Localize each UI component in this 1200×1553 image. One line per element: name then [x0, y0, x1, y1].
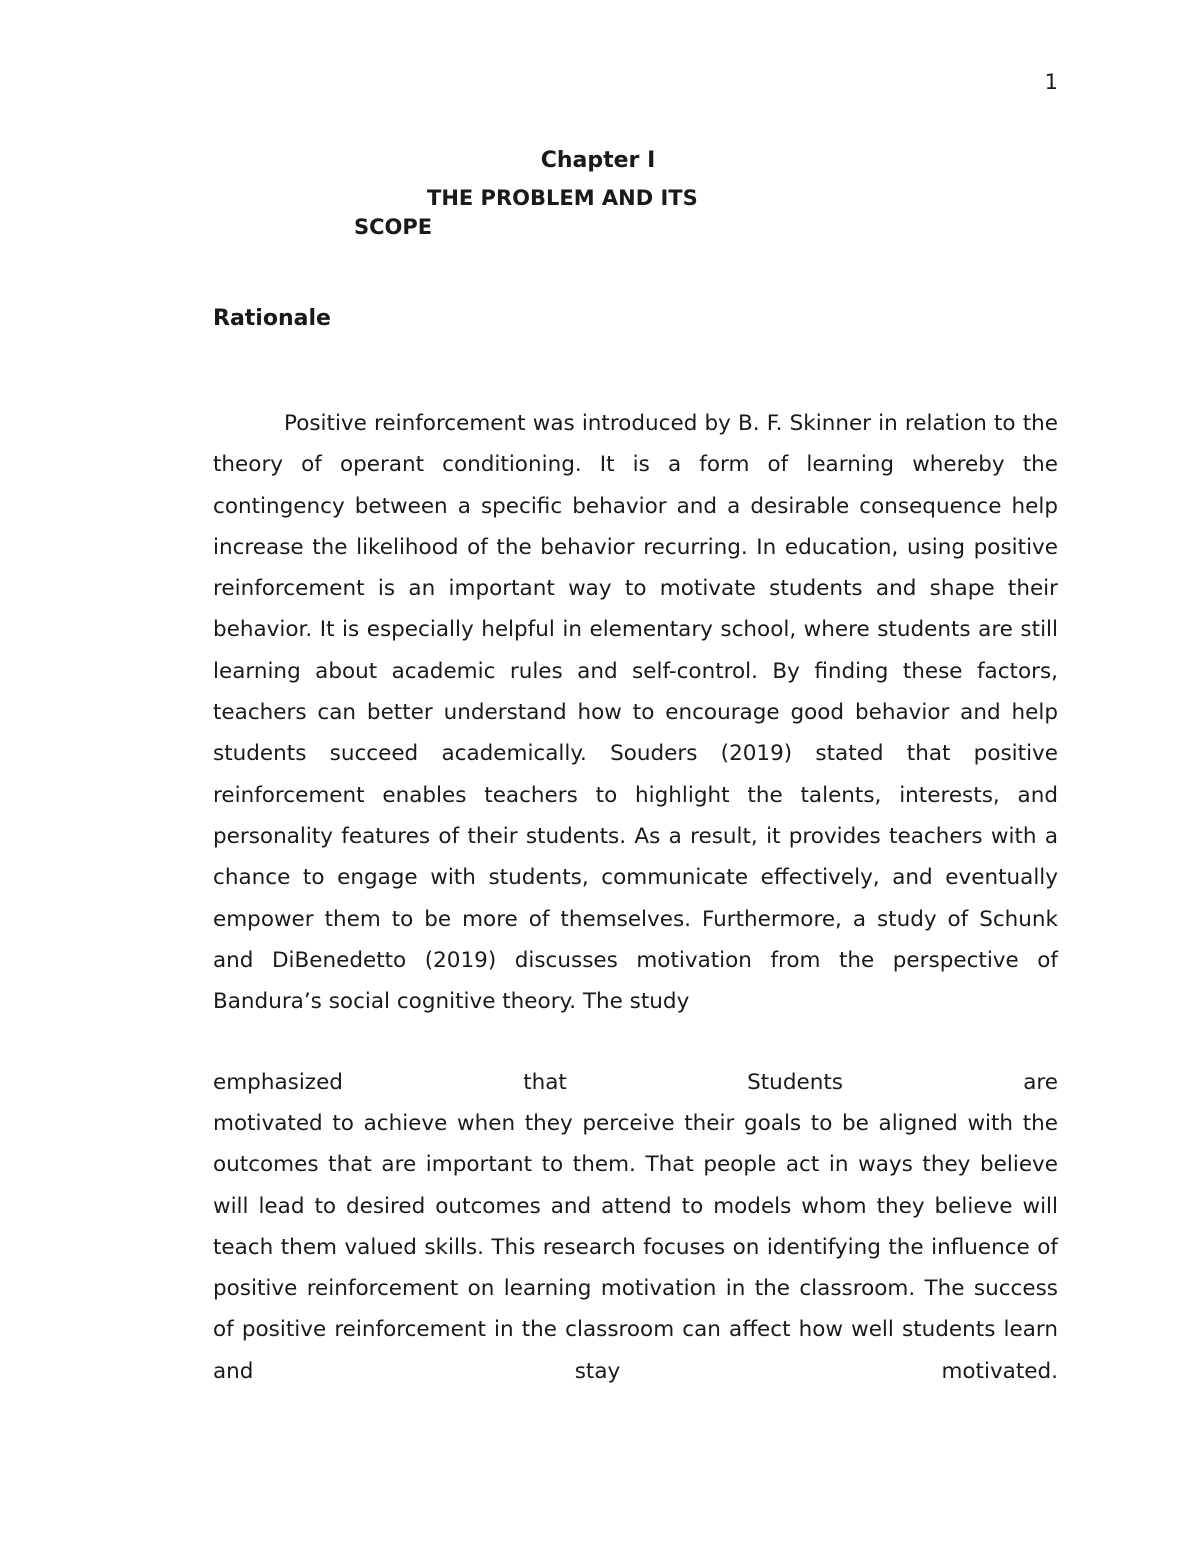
- rationale-paragraph-2: motivated to achieve when they perceive their goals to be aligned with the outcomes that are important to them. That people act in ways they believe will lead to desired outcomes and attend to models whom they believe will teach them valued skills. This research focuses on identifying the influence of positive reinforcement on learning motivation in the classroom. The success of positive reinforcement in the classroom can affect how well students learn and stay motivated.: [213, 1111, 1058, 1384]
- justified-split-line: [213, 1062, 1058, 1103]
- split-word-3: Students: [747, 1070, 843, 1095]
- chapter-title: Chapter I: [540, 148, 656, 173]
- split-word-1: emphasized: [213, 1070, 343, 1095]
- split-word-4: are: [1023, 1070, 1058, 1095]
- chapter-subtitle: THE PROBLEM AND ITS SCOPE: [354, 186, 698, 239]
- section-heading-rationale: Rationale: [213, 306, 331, 331]
- rationale-paragraph-1: Positive reinforcement was introduced by B. F. Skinner in relation to the theory of operant conditioning. It is a form of learning whereby the contingency between a specific behavior and a desirable consequence help increase the likelihood of the behavior recurring. In education, using positive reinforcement is an important way to motivate students and shape their behavior. It is especially helpful in elementary school, where students are still learning about academic rules and self-control. By finding these factors, teachers can better understand how to encourage good behavior and help students succeed academically. Souders (2019) stated that positive reinforcement enables teachers to highlight the talents, interests, and personality features of their students. As a result, it provides teachers with a chance to engage with students, communicate effectively, and eventually empower them to be more of themselves. Furthermore, a study of Schunk and DiBenedetto (2019) discusses motivation from the perspective of Bandura’s social cognitive theory. The study: [213, 411, 1058, 1015]
- page-number: 1: [1044, 70, 1058, 94]
- split-word-2: that: [523, 1070, 567, 1095]
